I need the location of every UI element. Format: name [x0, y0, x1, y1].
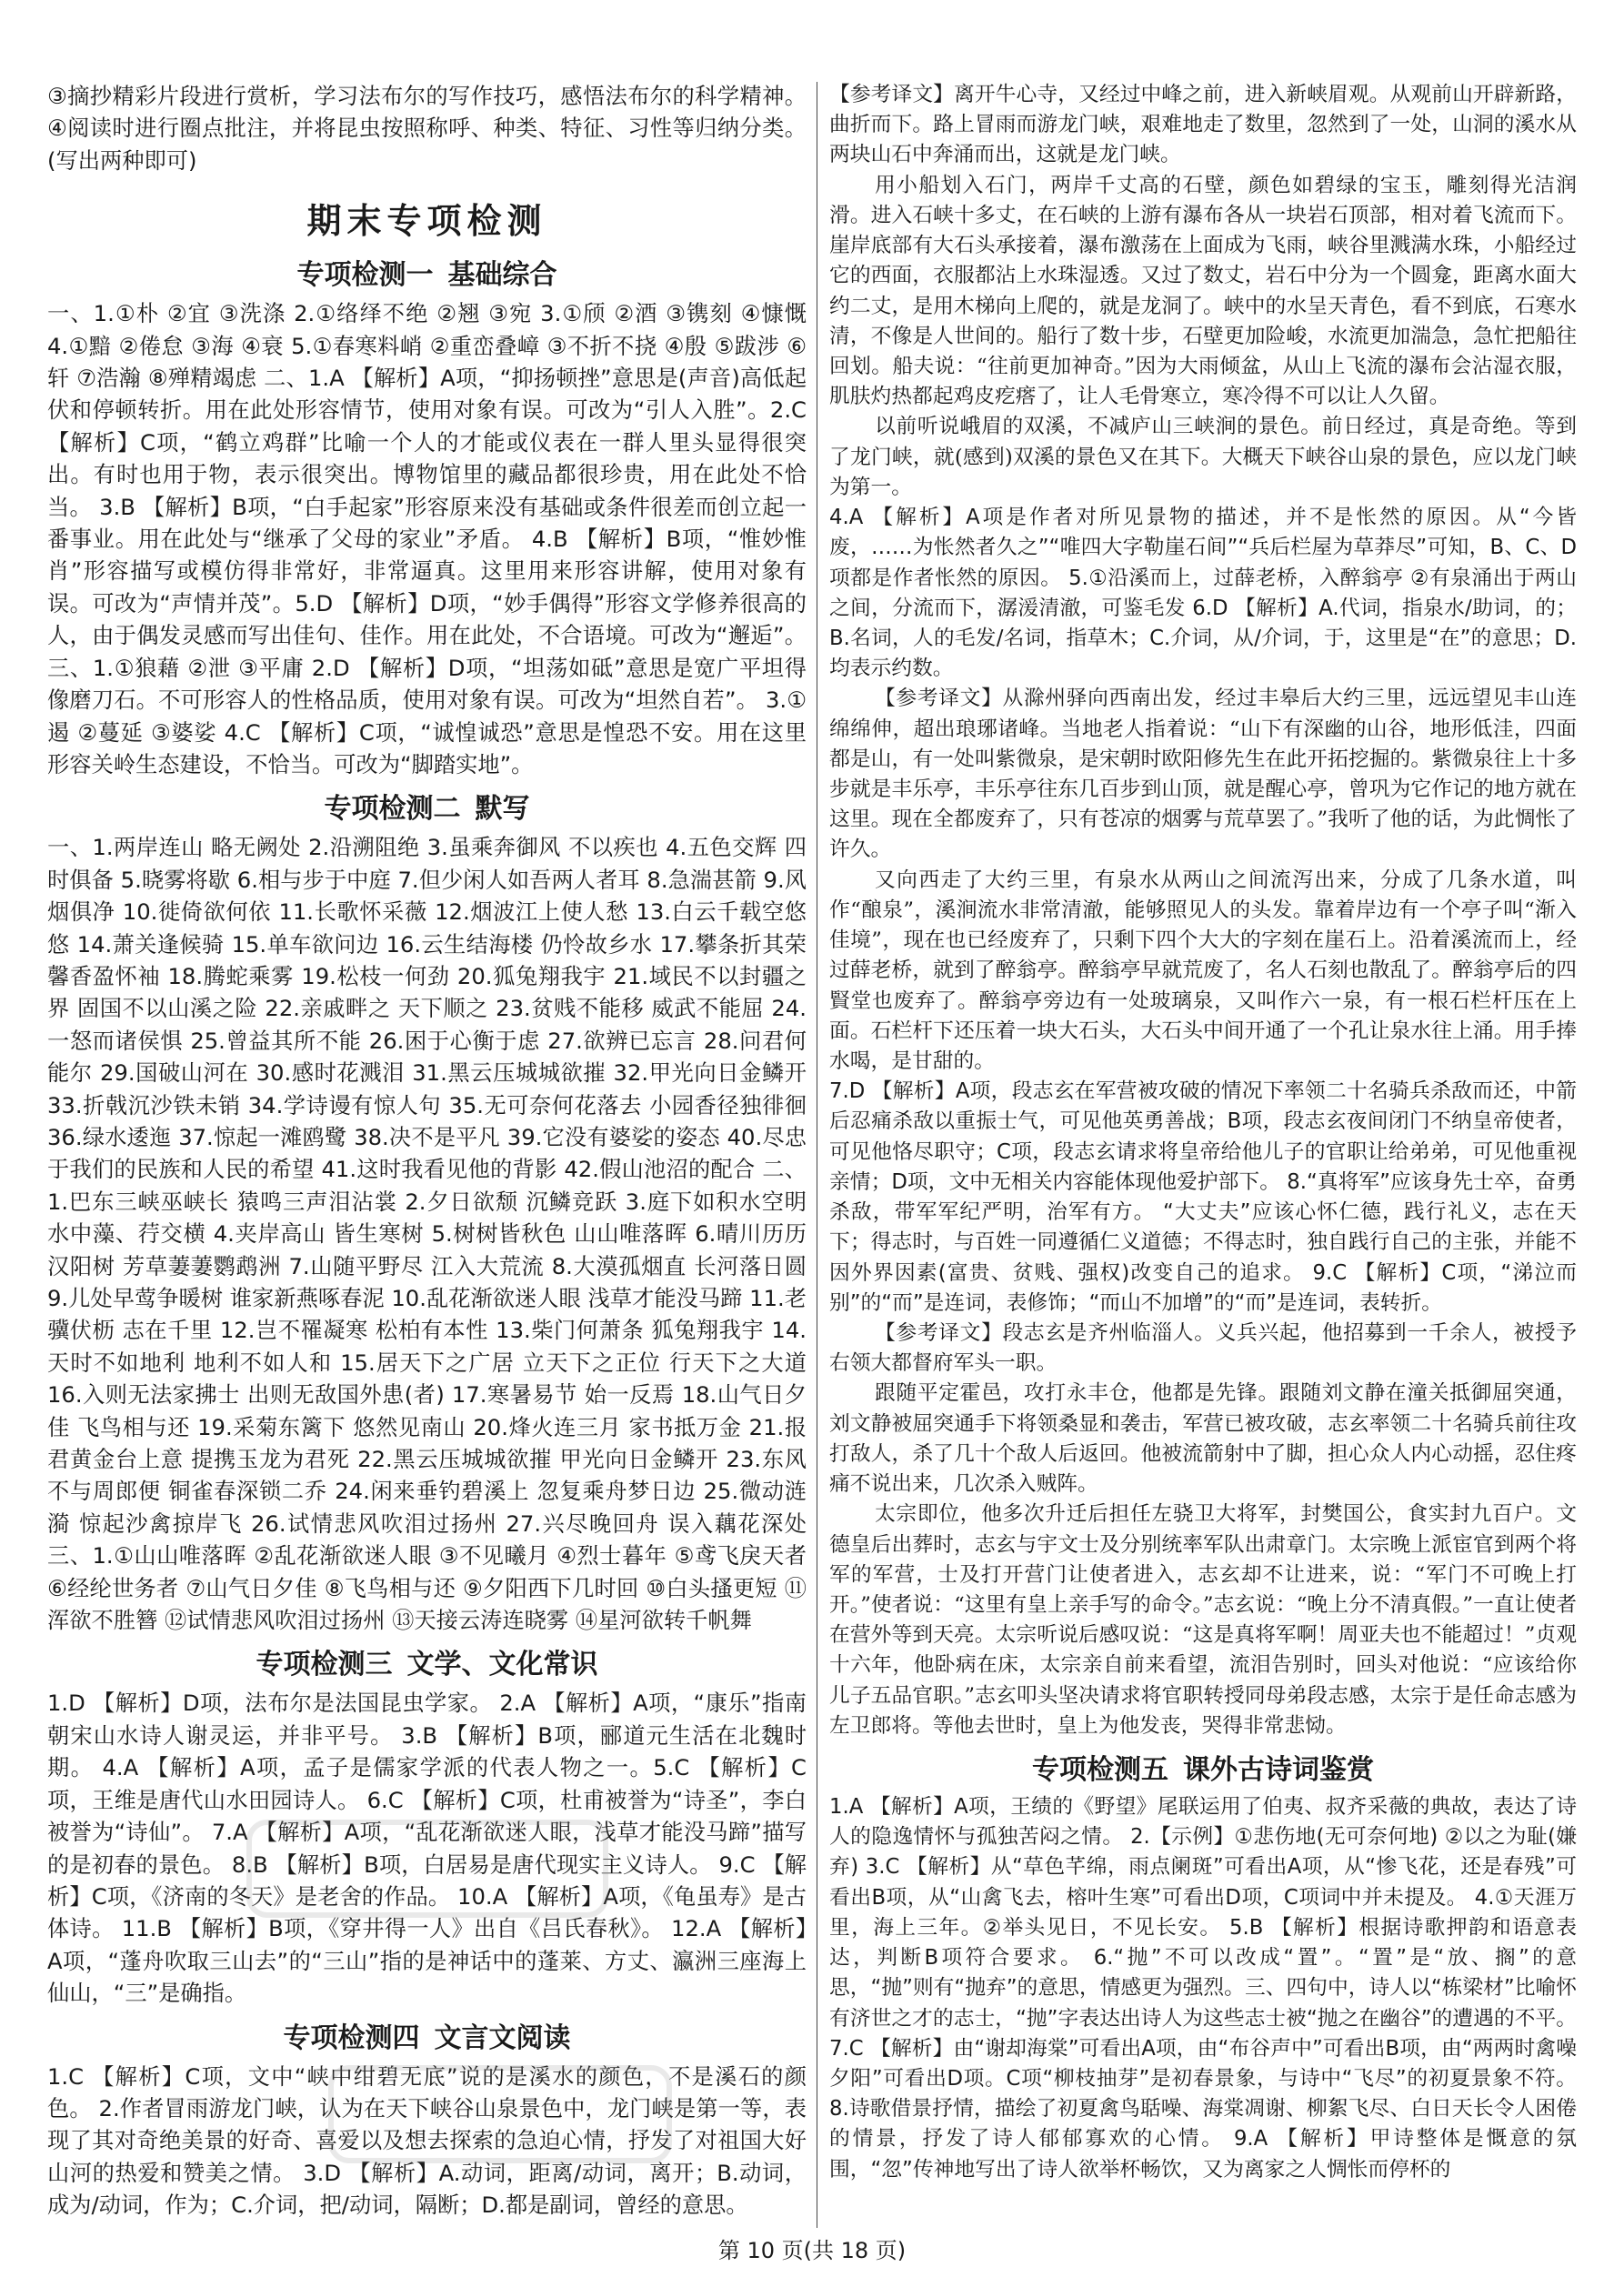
answer-paragraph: 1.A 【解析】A项，王绩的《野望》尾联运用了伯夷、叔齐采薇的典故，表达了诗人的隐逸情怀与孤独苦闷之情。 2.【示例】①悲伤地(无可奈何地) ②以之为耻(嫌弃) 3.C 【解析】从“草色芊绵，雨点阑斑”可看出A项，从“惨飞花，还是春残”可看出B项，从“山禽飞去，榕叶生寒”可看出D项，C项词中并未提及。 4.①天涯万里，海上三年。②举头见日，不见长安。 5.B 【解析】根据诗歌押韵和语意表达，判断B项符合要求。 6.“抛”不可以改成“置”。“置”是“放、搁”的意思，“抛”则有“抛弃”的意思，情感更为强烈。三、四句中，诗人以“栋梁材”比喻怀有济世之才的志士，“抛”字表达出诗人为这些志士被“抛之在幽谷”的遭遇的不平。 7.C 【解析】由“谢却海棠”可看出A项，由“布谷声中”可看出B项，由“两两时禽噪夕阳”可看出D项。C项“柳枝抽芽”是初春景象，与诗中“飞尽”的初夏景象不符。 8.诗歌借景抒情，描绘了初夏禽鸟聒噪、海棠凋谢、柳絮飞尽、白日天长令人困倦的情景，抒发了诗人郁郁寡欢的心情。 9.A 【解析】甲诗整体是慨意的氛围，“忽”传神地写出了诗人欲举杯畅饮，又为离家之人惆怅而停杯的: [829, 1795, 1577, 2182]
translation-paragraph: 【参考译文】段志玄是齐州临淄人。义兵兴起，他招募到一千余人，被授予右领大都督府军头一职。: [829, 1320, 1577, 1376]
section-body-3: 1.D 【解析】D项，法布尔是法国昆虫学家。 2.A 【解析】A项，“康乐”指南朝宋山水诗人谢灵运，并非平号。 3.B 【解析】B项，郦道元生活在北魏时期。 4.A 【解析】A项，孟子是儒家学派的代表人物之一。5.C 【解析】C项，王维是唐代山水田园诗人。 6.C 【解析】C项，杜甫被誉为“诗圣”，李白被誉为“诗仙”。 7.A 【解析】A项，“乱花渐欲迷人眼，浅草才能没马蹄”描写的是初春的景色。 8.B 【解析】B项，白居易是唐代现实主义诗人。 9.C 【解析】C项，《济南的冬天》是老舍的作品。 10.A 【解析】A项，《龟虽寿》是古体诗。 11.B 【解析】B项，《穿井得一人》出自《吕氏春秋》。 12.A 【解析】A项，“蓬舟吹取三山去”的“三山”指的是神话中的蓬莱、方丈、瀛洲三座海上仙山，“三”是确指。: [47, 1690, 807, 2007]
answer-paragraph: 7.D 【解析】A项，段志玄在军营被攻破的情况下率领二十名骑兵杀敌而还，中箭后忍痛杀敌以重振士气，可见他英勇善战；B项，段志玄夜间闭门不纳皇帝使者，可见他恪尽职守；C项，段志玄请求将皇帝给他儿子的官职让给弟弟，可见他重视亲情；D项，文中无相关内容能体现他爱护部下。 8.“真将军”应该身先士卒，奋勇杀敌，带军军纪严明，治军有方。 “大丈夫”应该心怀仁德，践行礼义，志在天下；得志时，与百姓一同遵循仁义道德；不得志时，独自践行自己的主张，并能不因外界因素(富贵、贫贱、强权)改变自己的追求。 9.C 【解析】C项，“涕泣而别”的“而”是连词，表修饰；“而山不加增”的“而”是连词，表转折。: [829, 1079, 1577, 1315]
translation-paragraph: 太宗即位，他多次升迁后担任左骁卫大将军，封樊国公，食实封九百户。文德皇后出葬时，志玄与宇文士及分别统率军队出肃章门。太宗晚上派宦官到两个将军的军营，士及打开营门让使者进入，志玄却不让进来，说：“军门不可晚上打开。”使者说：“这里有皇上亲手写的命令。”志玄说：“晚上分不清真假。”一直让使者在营外等到天亮。太宗听说后感叹说：“这是真将军啊！周亚夫也不能超过！”贞观十六年，他卧病在床，太宗亲自前来看望，流泪告别时，回头对他说：“应该给你儿子五品官职。”志玄叩头坚决请求将官职转授同母弟段志感，太宗于是任命志感为左卫郎将。等他去世时，皇上为他发丧，哭得非常悲恸。: [829, 1502, 1577, 1738]
section-heading-5: [829, 1747, 1577, 1787]
section-heading-2: [47, 786, 807, 826]
watermark-stamp: [246, 1819, 609, 1919]
section-label: 专项检测五: [1032, 1754, 1168, 1787]
section-heading-3: [47, 1641, 807, 1681]
translation-paragraph: 【参考译文】离开牛心寺，又经过中峰之前，进入新峡眉观。从观前山开辟新路，曲折而下。路上冒雨而游龙门峡，艰难地走了数里，忽然到了一处，山洞的溪水从两块山石中奔涌而出，这就是龙门峡。: [829, 83, 1577, 167]
section-label: 专项检测一: [296, 259, 434, 292]
section-label: 专项检测二: [324, 793, 461, 826]
translation-paragraph: 又向西走了大约三里，有泉水从两山之间流泻出来，分成了几条水道，叫作“酿泉”，溪涧流水非常清澈，能够照见人的头发。靠着岸边有一个亭子叫“渐入佳境”，现在也已经废弃了，只剩下四个大大的字刻在崖石上。沿着溪流而上，经过薛老桥，就到了醉翁亭。醉翁亭早就荒废了，名人石刻也散乱了。醉翁亭后的四賢堂也废弃了。醉翁亭旁边有一处玻璃泉，又叫作六一泉，有一根石栏杆压在上面。石栏杆下还压着一块大石头，大石头中间开通了一个孔让泉水往上涌。用手捧水喝，是甘甜的。: [829, 868, 1577, 1073]
section-body-1: 一、1.①朴 ②宜 ③洗涤 2.①络绎不绝 ②翘 ③宛 3.①颀 ②酒 ③镌刻 ④慷慨 4.①黯 ②倦怠 ③海 ④衰 5.①春寒料峭 ②重峦叠嶂 ③不折不挠 ④殷 ⑤跋涉 ⑥轩 ⑦浩瀚 ⑧殚精竭虑 二、1.A 【解析】A项，“抑扬顿挫”意思是(声音)高低起伏和停顿转折。用在此处形容情节，使用对象有误。可改为“引人入胜”。2.C 【解析】C项，“鹤立鸡群”比喻一个人的才能或仪表在一群人里头显得很突出。有时也用于物，表示很突出。博物馆里的藏品都很珍贵，用在此处不恰当。 3.B 【解析】B项，“白手起家”形容原来没有基础或条件很差而创立起一番事业。用在此处与“继承了父母的家业”矛盾。 4.B 【解析】B项，“惟妙惟肖”形容描写或模仿得非常好，非常逼真。这里用来形容讲解，使用对象有误。可改为“声情并茂”。5.D 【解析】D项，“妙手偶得”形容文学修养很高的人，由于偶发灵感而写出佳句、佳作。用在此处，不合语境。可改为“邂逅”。 三、1.①狼藉 ②泄 ③平庸 2.D 【解析】D项，“坦荡如砥”意思是宽广平坦得像磨刀石。不可形容人的性格品质，使用对象有误。可改为“坦然自若”。 3.①遏 ②蔓延 ③婆娑 4.C 【解析】C项，“诚惶诚恐”意思是惶恐不安。用在这里形容关岭生态建设，不恰当。可改为“脚踏实地”。: [47, 300, 807, 777]
translation-paragraph: 以前听说峨眉的双溪，不减庐山三峡涧的景色。前日经过，真是奇绝。等到了龙门峡，就(感到)双溪的景色又在其下。大概天下峡谷山泉的景色，应以龙门峡为第一。: [829, 415, 1577, 499]
page-title: 期末专项检测: [306, 201, 547, 242]
translation-paragraph: 【参考译文】从滁州驿向西南出发，经过丰皋后大约三里，远远望见丰山连绵绵伸，超出琅琊诸峰。当地老人指着说：“山下有深幽的山谷，地形低洼，四面都是山，有一处叫紫微泉，是宋朝时欧阳修先生在此开拓挖掘的。紫微泉往上十多步就是丰乐亭，丰乐亭往东几百步到山顶，就是醒心亭，曾巩为它作记的地方就在这里。现在全都废弃了，只有苍凉的烟雾与荒草罢了。”我听了他的话，为此惆怅了许久。: [829, 687, 1577, 862]
section-label: 专项检测三: [256, 1649, 393, 1681]
section-name: 基础综合: [447, 259, 557, 292]
section-label: 专项检测四: [283, 2021, 420, 2054]
section-name: 文学、文化常识: [406, 1649, 598, 1681]
section-name: 默写: [475, 793, 530, 826]
translation-paragraph: 用小船划入石门，两岸千丈高的石壁，颜色如碧绿的宝玉，雕刻得光洁润滑。进入石峡十多丈，在石峡的上游有瀑布各从一块岩石顶部，相对着飞流而下。崖岸底部有大石头承接着，瀑布激荡在上面成为飞雨，峡谷里溅满水珠，小船经过它的西面，衣服都沾上水珠湿透。又过了数丈，岩石中分为一个圆龛，距离水面大约二丈，是用木梯向上爬的，就是龙洞了。峡中的水呈天青色，看不到底，石寒水清，不像是人世间的。船行了数十步，石壁更加险峻，水流更加湍急，急忙把船往回划。船夫说：“往前更加神奇。”因为大雨倾盆，从山上飞流的瀑布会沾湿衣服，肌肤灼热都起鸡皮疙瘩了，让人毛骨寒立，寒冷得不可以让人久留。: [829, 173, 1577, 409]
section-heading-4: [47, 2015, 807, 2055]
section-heading-1: [47, 252, 807, 292]
intro-paragraph: ③摘抄精彩片段进行赏析，学习法布尔的写作技巧，感悟法布尔的科学精神。④阅读时进行圈点批注，并将昆虫按照称呼、种类、特征、习性等归纳分类。(写出两种即可): [47, 83, 807, 174]
section-name: 课外古诗词鉴赏: [1183, 1754, 1374, 1787]
right-column: [829, 80, 1577, 2185]
page-number: 第 10 页(共 18 页): [717, 2238, 907, 2263]
watermark-stamp: [327, 2064, 673, 2164]
answer-paragraph: 4.A 【解析】A项是作者对所见景物的描述，并不是怅然的原因。从“今皆废，……为怅然者久之”“唯四大字勒崖石间”“兵后栏屋为草莽尽”可知，B、C、D项都是作者怅然的原因。 5.①沿溪而上，过薛老桥，入醉翁亭 ②有泉涌出于两山之间，分流而下，潺湲清澈，可鉴毛发 6.D 【解析】A.代词，指泉水/助词，的；B.名词，人的毛发/名词，指草木；C.介词，从/介词，于，这里是“在”的意思；D.均表示约数。: [829, 506, 1577, 681]
section-name: 文言文阅读: [434, 2021, 571, 2054]
section-body-2: 一、1.两岸连山 略无阙处 2.沿溯阻绝 3.虽乘奔御风 不以疾也 4.五色交辉 四时俱备 5.晓雾将歇 6.相与步于中庭 7.但少闲人如吾两人者耳 8.急湍甚箭 9.风烟俱净 10.徙倚欲何依 11.长歌怀采薇 12.烟波江上使人愁 13.白云千载空悠悠 14.萧关逢候骑 15.单车欲问边 16.云生结海楼 仍怜故乡水 17.攀条折其荣 馨香盈怀袖 18.腾蛇乘雾 19.松枝一何劲 20.狐兔翔我宇 21.域民不以封疆之界 固国不以山溪之险 22.亲戚畔之 天下顺之 23.贫贱不能移 威武不能屈 24.一怒而诸侯惧 25.曾益其所不能 26.困于心衡于虑 27.欲辨已忘言 28.问君何能尔 29.国破山河在 30.感时花溅泪 31.黑云压城城欲摧 32.甲光向日金鳞开 33.折戟沉沙铁未销 34.学诗谩有惊人句 35.无可奈何花落去 小园香径独徘徊 36.绿水逶迤 37.惊起一滩鸥鹭 38.决不是平凡 39.它没有婆娑的姿态 40.尽忠于我们的民族和人民的希望 41.这时我看见他的背影 42.假山池沼的配合 二、1.巴东三峡巫峡长 猿鸣三声泪沾裳 2.夕日欲颓 沉鳞竞跃 3.庭下如积水空明 水中藻、荇交横 4.夹岸高山 皆生寒树 5.树树皆秋色 山山唯落晖 6.晴川历历汉阳树 芳草萋萋鹦鹉洲 7.山随平野尽 江入大荒流 8.大漠孤烟直 长河落日圆 9.儿处早莺争暖树 谁家新燕啄春泥 10.乱花渐欲迷人眼 浅草才能没马蹄 11.老骥伏枥 志在千里 12.岂不罹凝寒 松柏有本性 13.柴门何萧条 狐兔翔我宇 14.天时不如地利 地利不如人和 15.居天下之广居 立天下之正位 行天下之大道 16.入则无法家拂士 出则无敌国外患(者) 17.寒暑易节 始一反焉 18.山气日夕佳 飞鸟相与还 19.采菊东篱下 悠然见南山 20.烽火连三月 家书抵万金 21.报君黄金台上意 提携玉龙为君死 22.黑云压城城欲摧 甲光向日金鳞开 23.东风不与周郎便 铜雀春深锁二乔 24.闲来垂钓碧溪上 忽复乘舟梦日边 25.微动涟漪 惊起沙禽掠岸飞 26.试情悲风吹泪过扬州 27.兴尽晚回舟 误入藕花深处 三、1.①山山唯落晖 ②乱花渐欲迷人眼 ③不见曦月 ④烈士暮年 ⑤鸢飞戾天者 ⑥经纶世务者 ⑦山气日夕佳 ⑧飞鸟相与还 ⑨夕阳西下几时回 ⑩白头搔更短 ⑪浑欲不胜簪 ⑫试情悲风吹泪过扬州 ⑬天接云涛连晓雾 ⑭星河欲转千帆舞: [47, 834, 807, 1634]
translation-paragraph: 跟随平定霍邑，攻打永丰仓，他都是先锋。跟随刘文静在潼关抵御屈突通，刘文静被屈突通手下将领桑显和袭击，军营已被攻破，志玄率领二十名骑兵前往攻打敌人，杀了几十个敌人后返回。他被流箭射中了脚，担心众人内心动摇，忍住疼痛不说出来，几次杀入贼阵。: [829, 1381, 1577, 1497]
section-body-4: 1.C 【解析】C项，文中“峡中绀碧无底”说的是溪水的颜色，不是溪石的颜色。 2.作者冒雨游龙门峡，认为在天下峡谷山泉景色中，龙门峡是第一等，表现了其对奇绝美景的好奇、喜爱以及想去探索的急迫心情，抒发了对祖国大好山河的热爱和赞美之情。 3.D 【解析】A.动词，距离/动词，离开；B.动词，成为/动词，作为；C.介词，把/动词，隔断；D.都是副词，曾经的意思。: [47, 2062, 807, 2219]
